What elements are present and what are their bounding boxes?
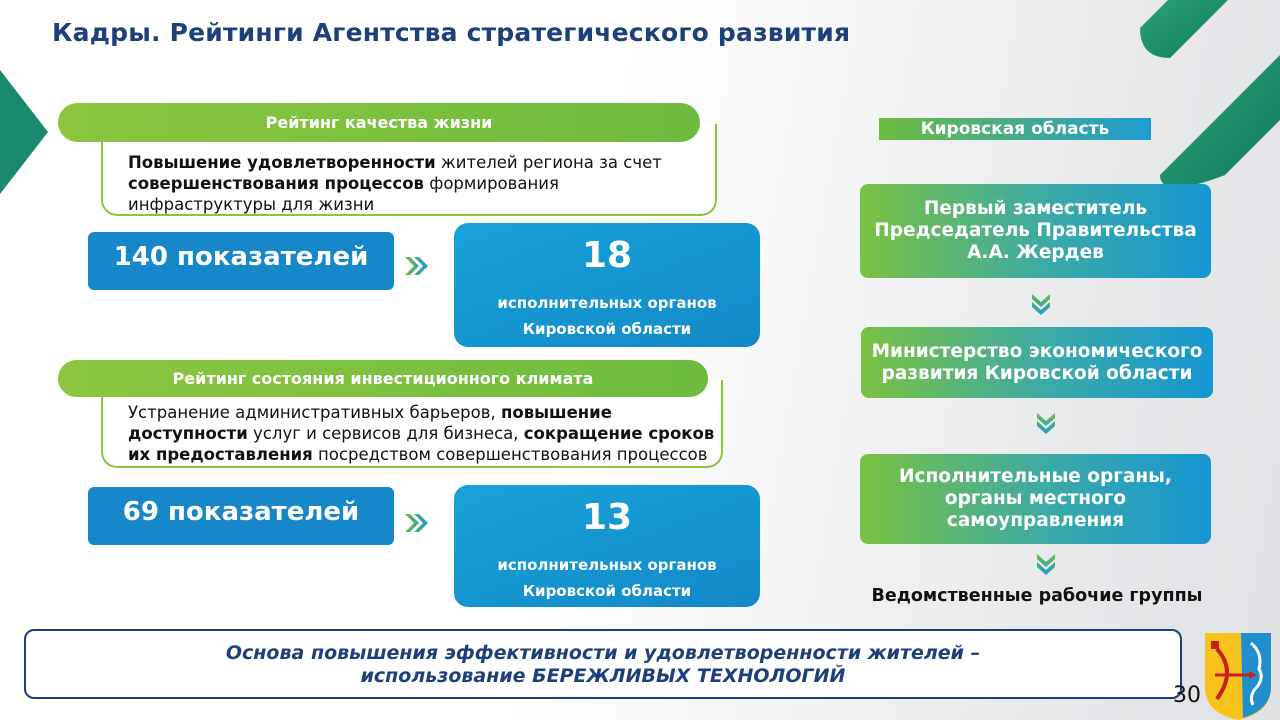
rating2-desc-bold2: сокращение сроков их предоставления [128, 424, 715, 464]
executive-organs-box [860, 454, 1211, 544]
page-title: Кадры. Рейтинги Агентства стратегического развития [52, 18, 851, 47]
rating1-desc-bold1: Повышение удовлетворенности [128, 153, 436, 172]
arrow-down-icon [1029, 291, 1053, 317]
footer-line2: использование БЕРЕЖЛИВЫХ ТЕХНОЛОГИЙ [360, 665, 846, 687]
rating1-organs-line1: исполнительных органов [497, 294, 717, 312]
rating2-count: 69 показателей [88, 487, 394, 545]
footer-statement [24, 629, 1182, 699]
rating2-desc-text2: услуг и сервисов для бизнеса, [247, 424, 524, 443]
rating1-desc-text2: формирования инфраструктуры для жизни [128, 174, 559, 214]
rating2-organs-line2: Кировской области [522, 582, 692, 600]
ministry-box [861, 327, 1213, 398]
region-label: Кировская область [879, 118, 1151, 140]
executive-organs-line3: самоуправления [946, 510, 1125, 531]
decorative-triangle [0, 70, 48, 194]
coat-of-arms-icon [1203, 631, 1273, 720]
first-deputy-line2: Председатель Правительства [874, 220, 1197, 241]
arrow-right-icon [402, 511, 432, 535]
rating2-organs-number: 13 [581, 497, 633, 538]
rating2-organs-box [454, 485, 760, 607]
arrow-down-icon [1034, 551, 1058, 577]
rating1-desc-bold2: совершенствования процессов [128, 174, 424, 193]
rating1-organs-line2: Кировской области [522, 320, 692, 338]
executive-organs-line1: Исполнительные органы, [899, 466, 1172, 487]
rating2-desc-text3: посредством совершенствования процессов [312, 445, 708, 464]
executive-organs-line2: органы местного [944, 488, 1127, 509]
decorative-stripes [1130, 0, 1280, 200]
rating1-desc-text1: жителей региона за счет [435, 153, 662, 172]
first-deputy-line3: А.А. Жердев [967, 242, 1104, 263]
first-deputy-box [860, 184, 1211, 278]
arrow-right-icon [402, 254, 432, 278]
rating2-desc-bold1: повышение доступности [128, 403, 612, 443]
rating2-organs-line1: исполнительных органов [497, 556, 717, 574]
page-number: 30 [1173, 683, 1201, 708]
arrow-down-icon [1034, 410, 1058, 436]
rating1-count: 140 показателей [88, 232, 394, 290]
rating1-organs-number: 18 [581, 235, 633, 276]
rating1-organs-box [454, 223, 760, 347]
rating2-label: Рейтинг состояния инвестиционного климата [58, 360, 708, 397]
rating2-desc-text1: Устранение административных барьеров, [128, 403, 501, 422]
ministry-line1: Министерство экономического [871, 340, 1203, 362]
ministry-line2: развития Кировской области [881, 362, 1193, 384]
footer-line1: Основа повышения эффективности и удовлетворенности жителей – [225, 642, 981, 664]
working-groups-label: Ведомственные рабочие группы [871, 586, 1203, 606]
first-deputy-line1: Первый заместитель [923, 198, 1148, 219]
rating1-label: Рейтинг качества жизни [58, 103, 700, 142]
